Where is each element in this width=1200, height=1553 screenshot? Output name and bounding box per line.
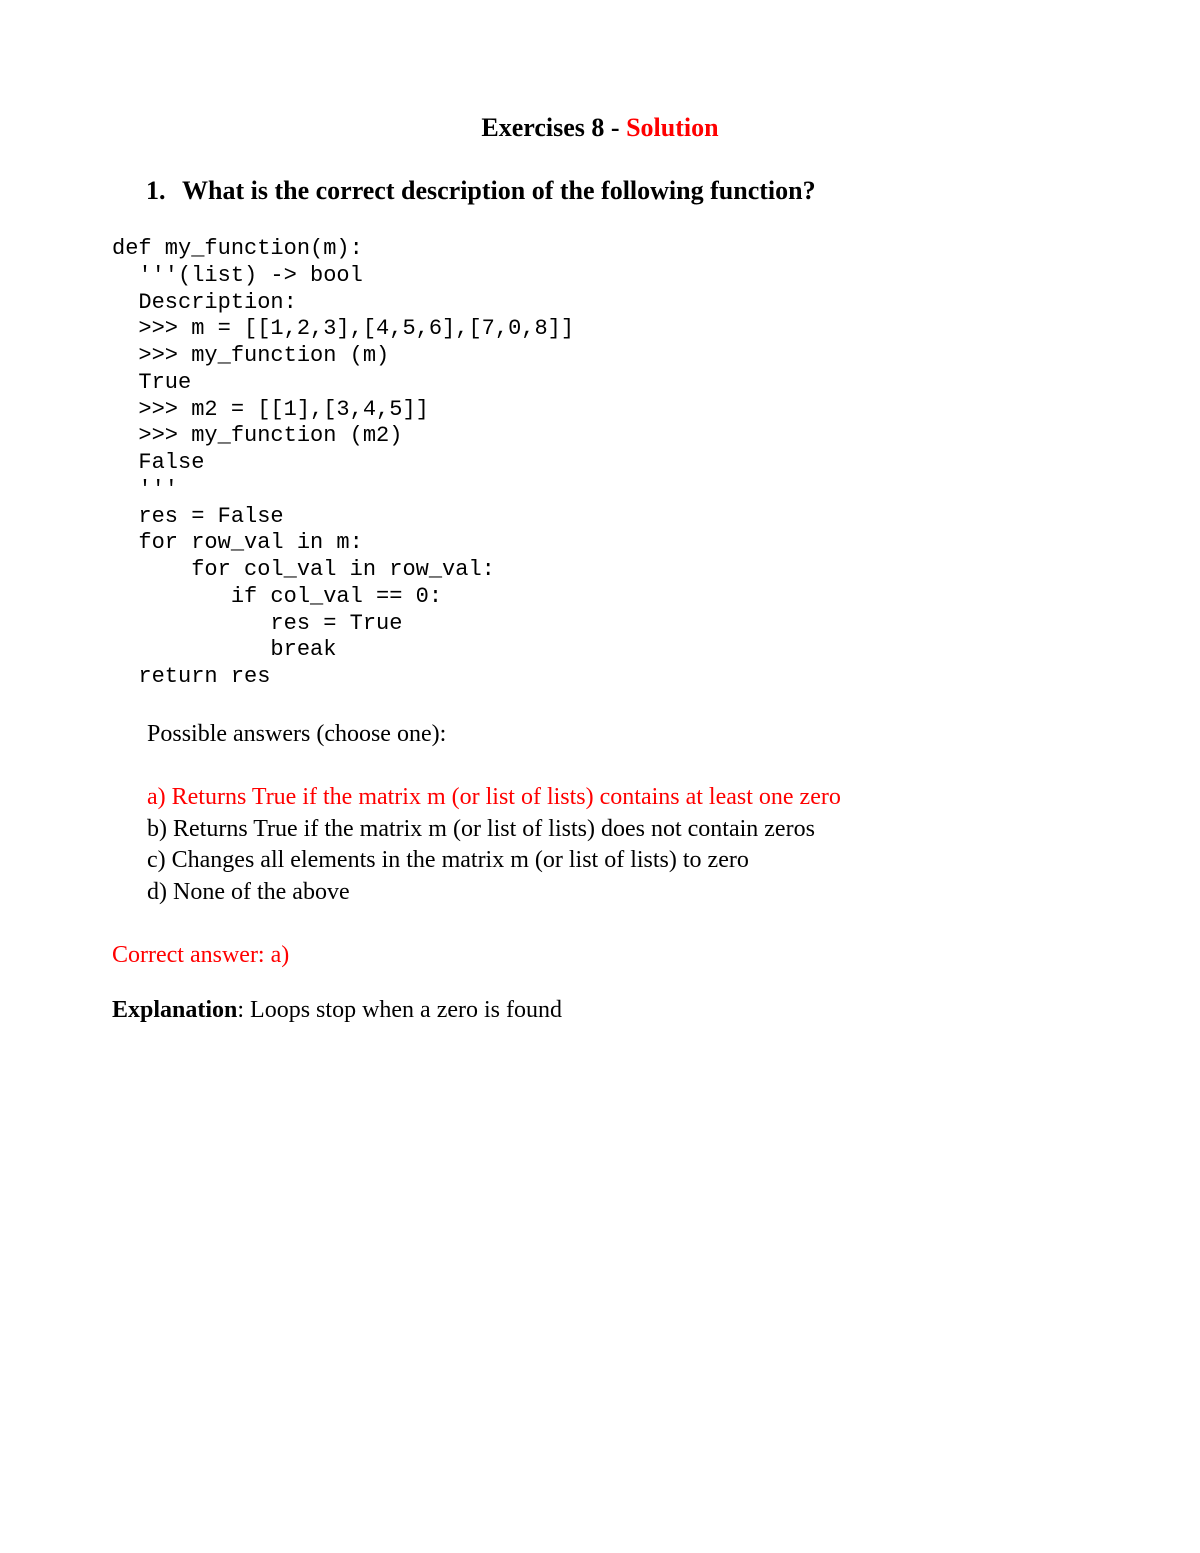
page-title [0,112,1200,144]
code-line: def my_function(m): [112,236,363,261]
code-line: >>> my_function (m2) [112,423,403,449]
code-line: Description: [112,289,297,315]
code-line: res = False [112,503,284,529]
code-line: >>> m2 = [[1],[3,4,5]] [112,396,429,422]
explanation [112,995,562,1025]
answers-heading: Possible answers (choose one): [147,721,447,747]
answer-option: b) Returns True if the matrix m (or list of lists) does not contain zeros [147,815,815,842]
answer-option: a) Returns True if the matrix m (or list of lists) contains at least one zero [147,784,841,810]
title-prefix: Exercises 8 - [481,113,627,142]
code-line: False [112,450,205,475]
correct-answer: Correct answer: a) [112,942,290,968]
code-line: for row_val in m: [112,530,363,556]
answer-option: c) Changes all elements in the matrix m (or list of lists) to zero [147,847,749,874]
explanation-text: : Loops stop when a zero is found [237,997,562,1023]
code-line: break [112,637,337,663]
code-line: '''(list) -> bool [112,262,363,288]
code-line: if col_val == 0: [112,583,443,609]
question-number: 1. [146,176,166,205]
code-line: True [112,369,192,395]
code-line: for col_val in row_val: [112,557,495,582]
code-line: >>> m = [[1,2,3],[4,5,6],[7,0,8]] [112,316,575,342]
answer-option: d) None of the above [147,878,350,905]
code-line: return res [112,664,271,689]
explanation-label: Explanation [112,997,238,1023]
question-heading [146,175,816,207]
code-line: >>> my_function (m) [112,343,390,368]
code-line: res = True [112,610,403,636]
title-solution-label: Solution [626,113,719,142]
code-line: ''' [112,476,179,502]
code-block [112,236,574,691]
answers-list [147,782,841,908]
question-text: What is the correct description of the following function? [182,176,816,205]
